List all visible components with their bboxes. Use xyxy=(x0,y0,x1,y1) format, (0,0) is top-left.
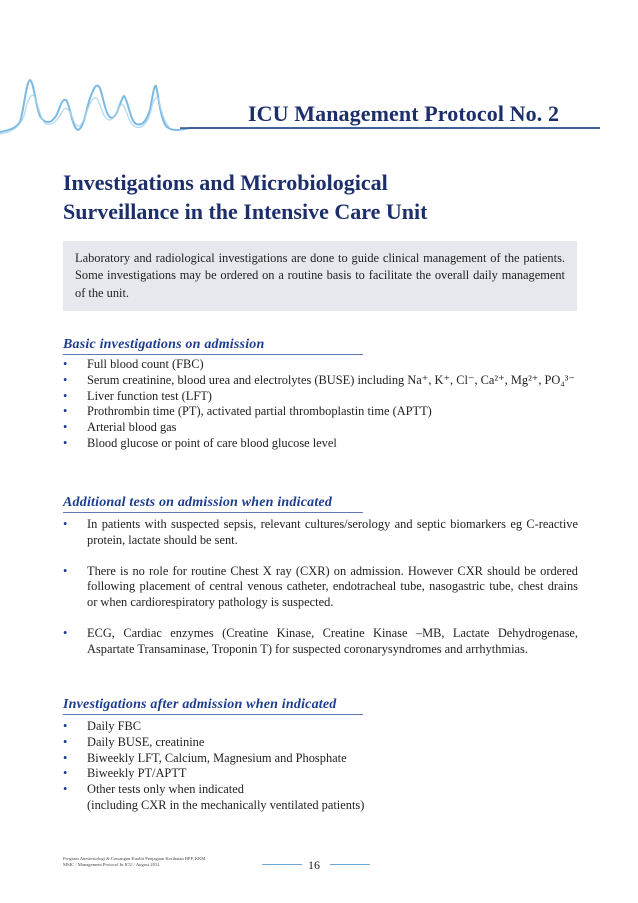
bullet-icon: • xyxy=(63,435,68,450)
basic-investigations-list xyxy=(63,357,578,452)
bullet-icon: • xyxy=(63,625,68,640)
bullet-icon: • xyxy=(63,766,68,781)
bullet-icon: • xyxy=(63,782,68,797)
section-heading-after: Investigations after admission when indicated xyxy=(63,697,363,715)
list-item: • Serum creatinine, blood urea and electrolytes (BUSE) including Na⁺, K⁺, Cl⁻, Ca²⁺, Mg²⁺, PO₄³⁻ xyxy=(63,372,575,387)
after-admission-list xyxy=(63,719,578,814)
list-item: • Biweekly PT/APTT xyxy=(63,766,187,781)
section-heading-additional: Additional tests on admission when indicated xyxy=(63,495,363,513)
list-item: • Arterial blood gas xyxy=(63,420,177,435)
list-item: • Prothrombin time (PT), activated partial thromboplastin time (APTT) xyxy=(63,404,432,419)
bullet-icon: • xyxy=(63,563,68,578)
list-item: • Daily BUSE, creatinine xyxy=(63,734,205,749)
page-title-line-1: Investigations and Microbiological xyxy=(63,170,388,195)
list-item: • Other tests only when indicated (including CXR in the mechanically ventilated patients) xyxy=(63,782,578,814)
footer-line-1: Program Anestesiologi & Cawangan Kualiti Penjagaan Kesihatan BPP, KKM xyxy=(63,856,206,861)
bullet-icon: • xyxy=(63,388,68,403)
bullet-icon: • xyxy=(63,420,68,435)
page-number: 16 xyxy=(308,858,320,872)
footer-divider-right xyxy=(330,864,370,865)
protocol-title: ICU Management Protocol No. 2 xyxy=(248,101,560,126)
list-item: • Liver function test (LFT) xyxy=(63,388,212,403)
bullet-icon: • xyxy=(63,357,68,371)
list-item: • There is no role for routine Chest X ray (CXR) on admission. However CXR should be ordered following placement of central venous catheter, endotracheal tube, nasogastric tube, chest drains or when cardiorespiratory pathology is suspected. xyxy=(63,563,578,610)
footer-line-2: MSIC / Management Protocol In ICU / August 2012 xyxy=(63,862,160,867)
list-item-continuation: (including CXR in the mechanically ventilated patients) xyxy=(87,797,365,812)
list-item: • Daily FBC xyxy=(63,719,142,733)
list-item: • Biweekly LFT, Calcium, Magnesium and Phosphate xyxy=(63,750,347,765)
list-item: • Full blood count (FBC) xyxy=(63,357,204,371)
list-item: • In patients with suspected sepsis, relevant cultures/serology and septic biomarkers eg C-reactive protein, lactate should be sent. xyxy=(63,517,578,547)
footer-credits xyxy=(63,856,263,868)
footer-divider-left xyxy=(262,864,302,865)
bullet-icon: • xyxy=(63,404,68,419)
list-item: • Blood glucose or point of care blood glucose level xyxy=(63,435,337,450)
page-title xyxy=(63,168,583,226)
page-title-line-2: Surveillance in the Intensive Care Unit xyxy=(63,199,428,224)
bullet-icon: • xyxy=(63,372,68,387)
intro-box: Laboratory and radiological investigations are done to guide clinical management of the patients. Some investigations may be ordered on a routine basis to facilitate the overall daily management of the unit. xyxy=(63,241,577,311)
bullet-icon: • xyxy=(63,750,68,765)
list-item: • ECG, Cardiac enzymes (Creatine Kinase, Creatine Kinase –MB, Lactate Dehydrogenase, Aspartate Transaminase, Troponin T) for suspected coronarysyndromes and arrhythmias. xyxy=(63,625,578,656)
bullet-icon: • xyxy=(63,719,68,733)
bullet-icon: • xyxy=(63,734,68,749)
bullet-icon: • xyxy=(63,517,68,531)
additional-tests-list xyxy=(63,517,578,673)
section-heading-basic: Basic investigations on admission xyxy=(63,337,363,355)
